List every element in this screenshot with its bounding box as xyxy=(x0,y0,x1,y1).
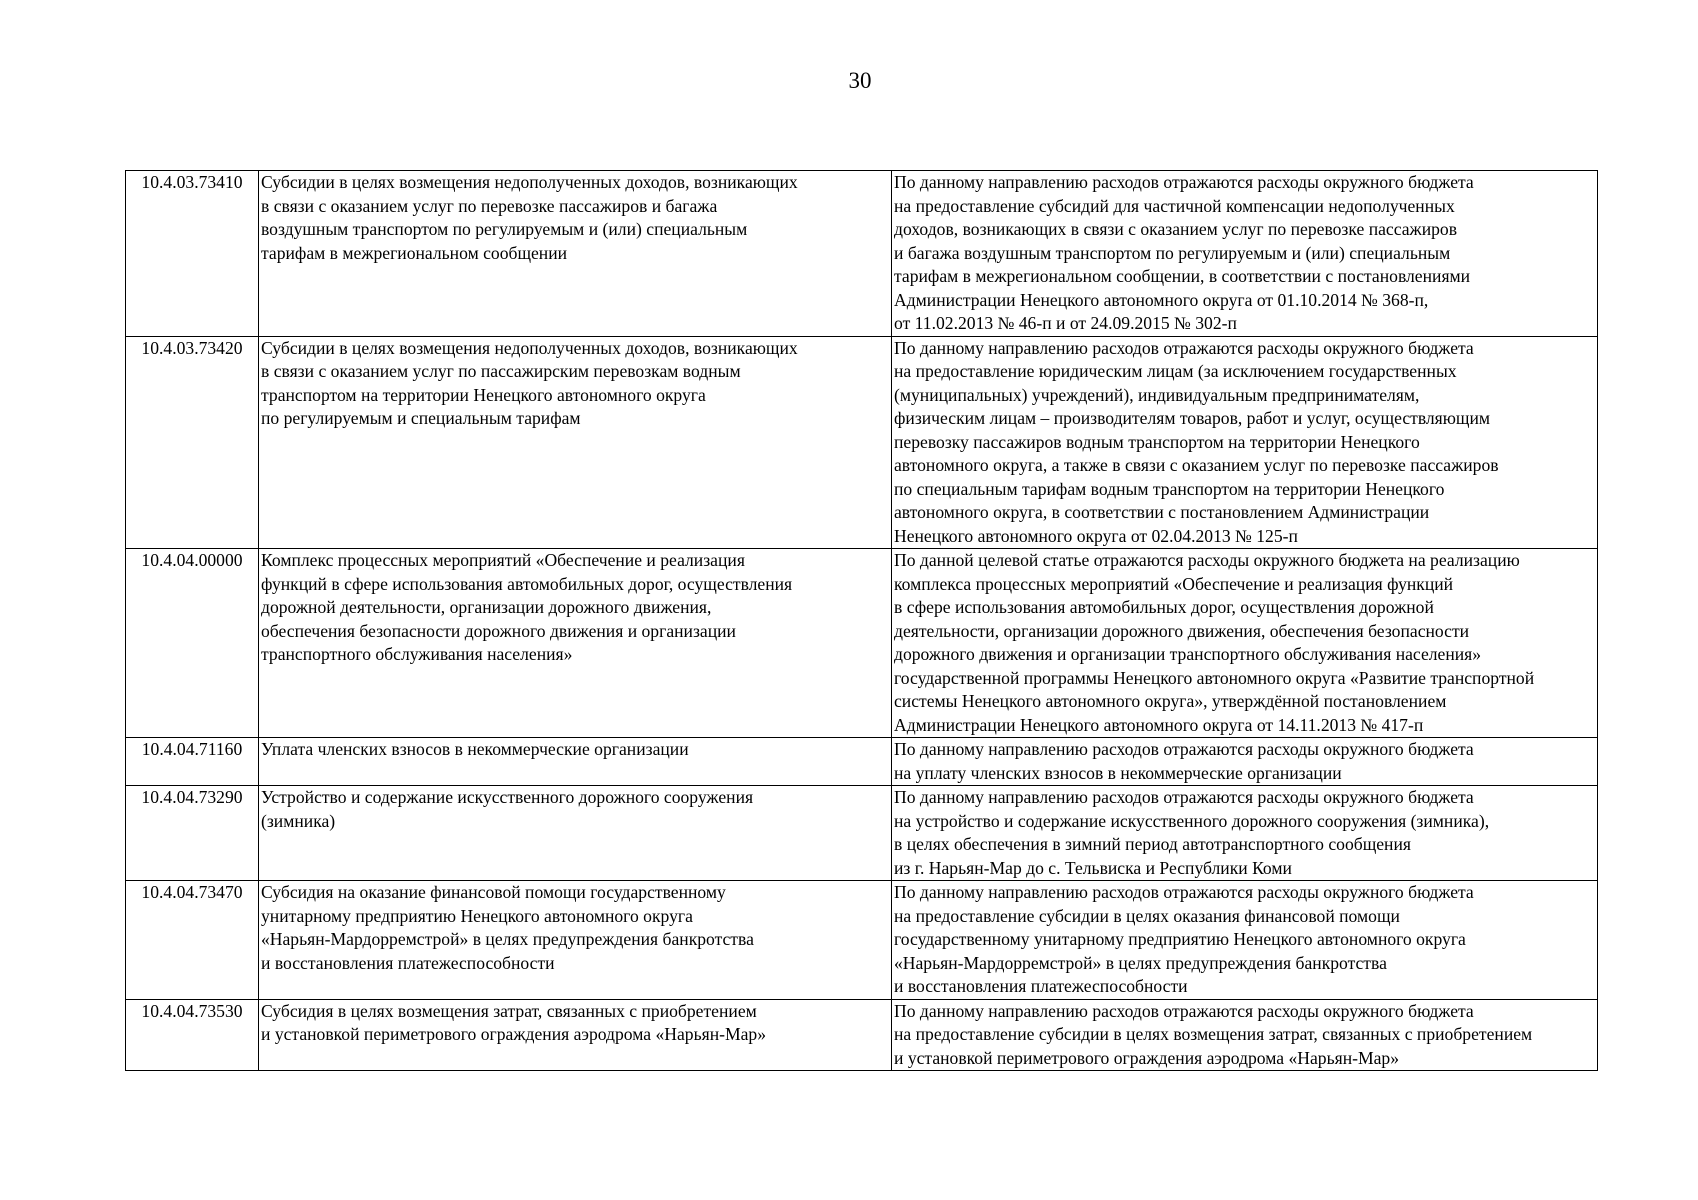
code-cell: 10.4.04.00000 xyxy=(126,549,259,738)
name-cell: Комплекс процессных мероприятий «Обеспечение и реализация функций в сфере использования автомобильных дорог, осуществления дорожной деятельности, организации дорожного движения, обеспечения безопасности дорожного движения и организации транспортного обслуживания населения» xyxy=(259,549,892,738)
page-number: 30 xyxy=(848,68,872,93)
description-cell: По данному направлению расходов отражаются расходы окружного бюджета на предоставление юридическим лицам (за исключением государственных (муниципальных) учреждений), индивидуальным предпринимателям, физическим лицам – производителям товаров, работ и услуг, осуществляющим перевозку пассажиров водным транспортом на территории Ненецкого автономного округа, а также в связи с оказанием услуг по перевозке пассажиров по специальным тарифам водным транспортом на территории Ненецкого автономного округа, в соответствии с постановлением Администрации Ненецкого автономного округа от 02.04.2013 № 125-п xyxy=(892,336,1598,549)
table-row xyxy=(126,738,1598,786)
table-row xyxy=(126,999,1598,1071)
name-cell: Субсидии в целях возмещения недополученных доходов, возникающих в связи с оказанием услуг по пассажирским перевозкам водным транспортом на территории Ненецкого автономного округа по регулируемым и специальным тарифам xyxy=(259,336,892,549)
description-cell: По данному направлению расходов отражаются расходы окружного бюджета на предоставление субсидии в целях оказания финансовой помощи государственному унитарному предприятию Ненецкого автономного округа «Нарьян-Мардорремстрой» в целях предупреждения банкротства и восстановления платежеспособности xyxy=(892,881,1598,1000)
name-cell: Уплата членских взносов в некоммерческие организации xyxy=(259,738,892,786)
code-cell: 10.4.04.73290 xyxy=(126,786,259,881)
table-row xyxy=(126,881,1598,1000)
description-cell: По данному направлению расходов отражаются расходы окружного бюджета на уплату членских взносов в некоммерческие организации xyxy=(892,738,1598,786)
code-cell: 10.4.04.73530 xyxy=(126,999,259,1071)
table-row xyxy=(126,786,1598,881)
description-cell: По данному направлению расходов отражаются расходы окружного бюджета на устройство и содержание искусственного дорожного сооружения (зимника), в целях обеспечения в зимний период автотранспортного сообщения из г. Нарьян-Мар до с. Тельвиска и Республики Коми xyxy=(892,786,1598,881)
description-cell: По данному направлению расходов отражаются расходы окружного бюджета на предоставление субсидий для частичной компенсации недополученных доходов, возникающих в связи с оказанием услуг по перевозке пассажиров и багажа воздушным транспортом по регулируемым и (или) специальным тарифам в межрегиональном сообщении, в соответствии с постановлениями Администрации Ненецкого автономного округа от 01.10.2014 № 368-п, от 11.02.2013 № 46-п и от 24.09.2015 № 302-п xyxy=(892,171,1598,337)
table-row xyxy=(126,171,1598,337)
code-cell: 10.4.04.71160 xyxy=(126,738,259,786)
code-cell: 10.4.04.73470 xyxy=(126,881,259,1000)
name-cell: Устройство и содержание искусственного дорожного сооружения (зимника) xyxy=(259,786,892,881)
code-cell: 10.4.03.73420 xyxy=(126,336,259,549)
budget-classification-table xyxy=(125,170,1598,1071)
description-cell: По данному направлению расходов отражаются расходы окружного бюджета на предоставление субсидии в целях возмещения затрат, связанных с приобретением и установкой периметрового ограждения аэродрома «Нарьян-Мар» xyxy=(892,999,1598,1071)
table-row xyxy=(126,336,1598,549)
table-row xyxy=(126,549,1598,738)
name-cell: Субсидия на оказание финансовой помощи государственному унитарному предприятию Ненецкого автономного округа «Нарьян-Мардорремстрой» в целях предупреждения банкротства и восстановления платежеспособности xyxy=(259,881,892,1000)
name-cell: Субсидии в целях возмещения недополученных доходов, возникающих в связи с оказанием услуг по перевозке пассажиров и багажа воздушным транспортом по регулируемым и (или) специальным тарифам в межрегиональном сообщении xyxy=(259,171,892,337)
name-cell: Субсидия в целях возмещения затрат, связанных с приобретением и установкой периметрового ограждения аэродрома «Нарьян-Мар» xyxy=(259,999,892,1071)
description-cell: По данной целевой статье отражаются расходы окружного бюджета на реализацию комплекса процессных мероприятий «Обеспечение и реализация функций в сфере использования автомобильных дорог, осуществления дорожной деятельности, организации дорожного движения, обеспечения безопасности дорожного движения и организации транспортного обслуживания населения» государственной программы Ненецкого автономного округа «Развитие транспортной системы Ненецкого автономного округа», утверждённой постановлением Администрации Ненецкого автономного округа от 14.11.2013 № 417-п xyxy=(892,549,1598,738)
code-cell: 10.4.03.73410 xyxy=(126,171,259,337)
